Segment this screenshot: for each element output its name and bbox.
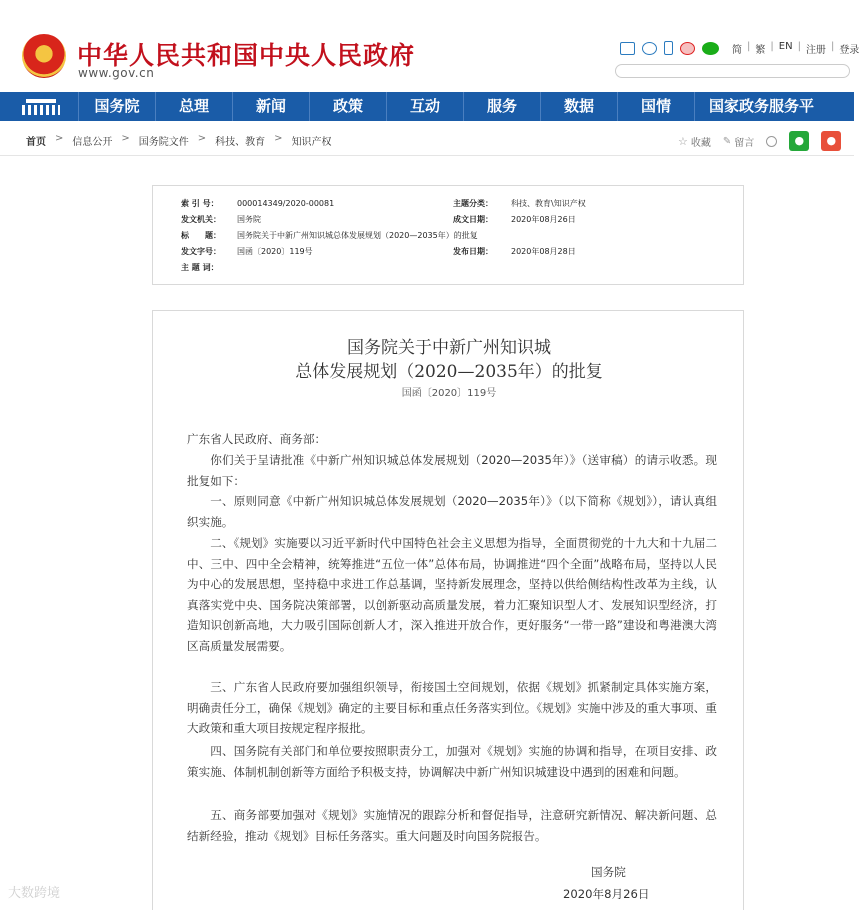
breadcrumb-home[interactable]: 首页 [26,137,46,148]
site-title[interactable]: 中华人民共和国中央人民政府 [77,41,416,70]
logo-body [22,105,60,115]
info-value: 科技、教育\知识产权 [511,199,586,208]
weibo-share-icon[interactable]: ● [821,131,841,151]
info-issuer [181,214,261,225]
phone-icon[interactable] [664,41,673,55]
nav-item-interaction[interactable]: 互动 [386,92,463,121]
nav-item-data[interactable]: 数据 [540,92,617,121]
wechat-share-icon[interactable]: ● [789,131,809,151]
info-value: 000014349/2020-00081 [237,199,335,208]
chevron-right-icon: > [274,133,283,144]
info-created [453,214,576,225]
chevron-right-icon: > [197,133,207,144]
addressee: 广东省人民政府、商务部： [187,432,327,446]
document-title-line1: 国务院关于中新广州知识城 [347,338,551,358]
comment-button[interactable] [723,134,754,149]
register-link[interactable]: 注册 [805,44,826,56]
chevron-right-icon: > [55,133,64,144]
paragraph: 五、商务部要加强对《规划》实施情况的跟踪分析和督促指导，注意研究新情况、解决新问题、总结新经验，推动《规划》目标任务落实。重大问题及时向国务院报告。 [187,808,717,843]
info-label: 发布日期： [453,247,493,256]
weibo-icon[interactable] [680,42,695,55]
document-title-line2: 总体发展规划（2020—2035年）的批复 [295,362,603,382]
paragraph: 你们关于呈请批准《中新广州知识城总体发展规划（2020—2035年）》（送审稿）的请示收悉。现批复如下： [187,453,717,488]
mail-icon[interactable] [620,42,635,55]
main-nav [0,92,854,121]
share-icon[interactable] [766,136,777,147]
signature: 国务院 [591,865,626,879]
nav-item-national-info[interactable]: 国情 [617,92,694,121]
divider: | [747,40,751,52]
info-value: 国务院 [237,215,261,224]
document-number: 国函〔2020〕119号 [401,388,497,399]
divider: | [830,40,835,52]
language-links [732,41,859,56]
logo-roof [26,99,56,103]
page-tools [678,131,841,151]
info-label: 索 引 号： [181,199,219,208]
nav-item-state-council[interactable]: 国务院 [78,92,155,121]
info-published [453,246,576,257]
top-toolbar [620,40,859,56]
nav-item-news[interactable]: 新闻 [232,92,309,121]
star-icon: ☆ [678,134,688,148]
chat-icon[interactable] [642,42,657,55]
info-label: 发文机关： [181,215,221,224]
paragraph: 三、广东省人民政府要加强组织领导，衔接国土空间规划，依据《规划》抓紧制定具体实施方案，明确责任分工，确保《规划》确定的主要目标和重点任务落实到位。《规划》实施中涉及的重大事项、重大政策和重大项目按规定程序报批。 [187,680,717,735]
search-input[interactable] [615,64,850,78]
info-label: 发文字号： [181,247,221,256]
favorite-button[interactable] [678,134,711,149]
breadcrumb-state-council-docs[interactable]: 国务院文件 [138,137,189,148]
chevron-right-icon: > [121,133,130,144]
info-category [453,198,586,209]
nav-item-policy[interactable]: 政策 [309,92,386,121]
nav-item-services[interactable]: 服务 [463,92,540,121]
link-english[interactable]: EN [778,40,793,52]
divider: | [770,40,774,52]
login-link[interactable]: 登录 [839,44,859,56]
site-header [0,0,859,92]
nav-item-gov-service-platform[interactable]: 国家政务服务平 [694,92,849,121]
info-index [181,198,334,209]
document-body [152,310,744,910]
info-value: 2020年08月28日 [511,247,576,256]
paragraph: 四、国务院有关部门和单位要按照职责分工，加强对《规划》实施的协调和指导，在项目安排、政策实施、体制机制创新等方面给予积极支持，协调解决中新广州知识城建设中遇到的困难和问题。 [187,744,717,779]
breadcrumb-ip[interactable]: 知识产权 [291,137,332,148]
info-value: 国务院关于中新广州知识城总体发展规划（2020—2035年）的批复 [237,231,478,240]
national-emblem-icon[interactable] [22,34,66,78]
comment-label: 留言 [734,137,755,149]
breadcrumb [26,133,332,148]
info-label: 主 题 词： [181,263,219,272]
info-label: 标 题： [181,231,221,240]
info-label: 成文日期： [453,215,493,224]
site-url: www.gov.cn [78,66,155,80]
signature-date: 2020年8月26日 [563,887,650,901]
favorite-label: 收藏 [690,137,711,149]
info-title [181,230,478,241]
link-traditional[interactable]: 繁 [755,44,766,56]
breadcrumb-sci-edu[interactable]: 科技、教育 [215,137,266,148]
paragraph: 二、《规划》实施要以习近平新时代中国特色社会主义思想为指导，全面贯彻党的十九大和十九届二中、三中、四中全会精神，统筹推进“五位一体”总体布局，协调推进“四个全面”战略布局，坚持以人民为中心的发展思想，坚持稳中求进工作总基调，坚持新发展理念，坚持以供给侧结构性改革为主线，认真落实党中央、国务院决策部署，以创新驱动高质量发展，着力汇聚知识型人才、发展知识型经济，打造知识创新高地，大力吸引国际创新人才，深入推进开放合作，更好服务“一带一路”建设和粤港澳大湾区高质量发展需要。 [187,536,717,653]
info-value: 2020年08月26日 [511,215,576,224]
watermark: 大数跨境 [8,886,61,901]
info-doc-no [181,246,313,257]
info-keywords [181,262,237,273]
nav-item-premier[interactable]: 总理 [155,92,232,121]
info-value: 国函〔2020〕119号 [237,247,313,256]
info-label: 主题分类： [453,199,493,208]
pen-icon: ✎ [722,135,732,147]
wechat-icon[interactable] [702,42,719,55]
paragraph: 一、原则同意《中新广州知识城总体发展规划（2020—2035年）》（以下简称《规划》），请认真组织实施。 [187,494,717,529]
breadcrumb-info-disclosure[interactable]: 信息公开 [72,137,113,148]
divider: | [797,40,801,52]
tiananmen-logo-icon[interactable] [0,92,78,121]
document-info-table [152,185,744,285]
link-simplified[interactable]: 简 [732,44,742,56]
